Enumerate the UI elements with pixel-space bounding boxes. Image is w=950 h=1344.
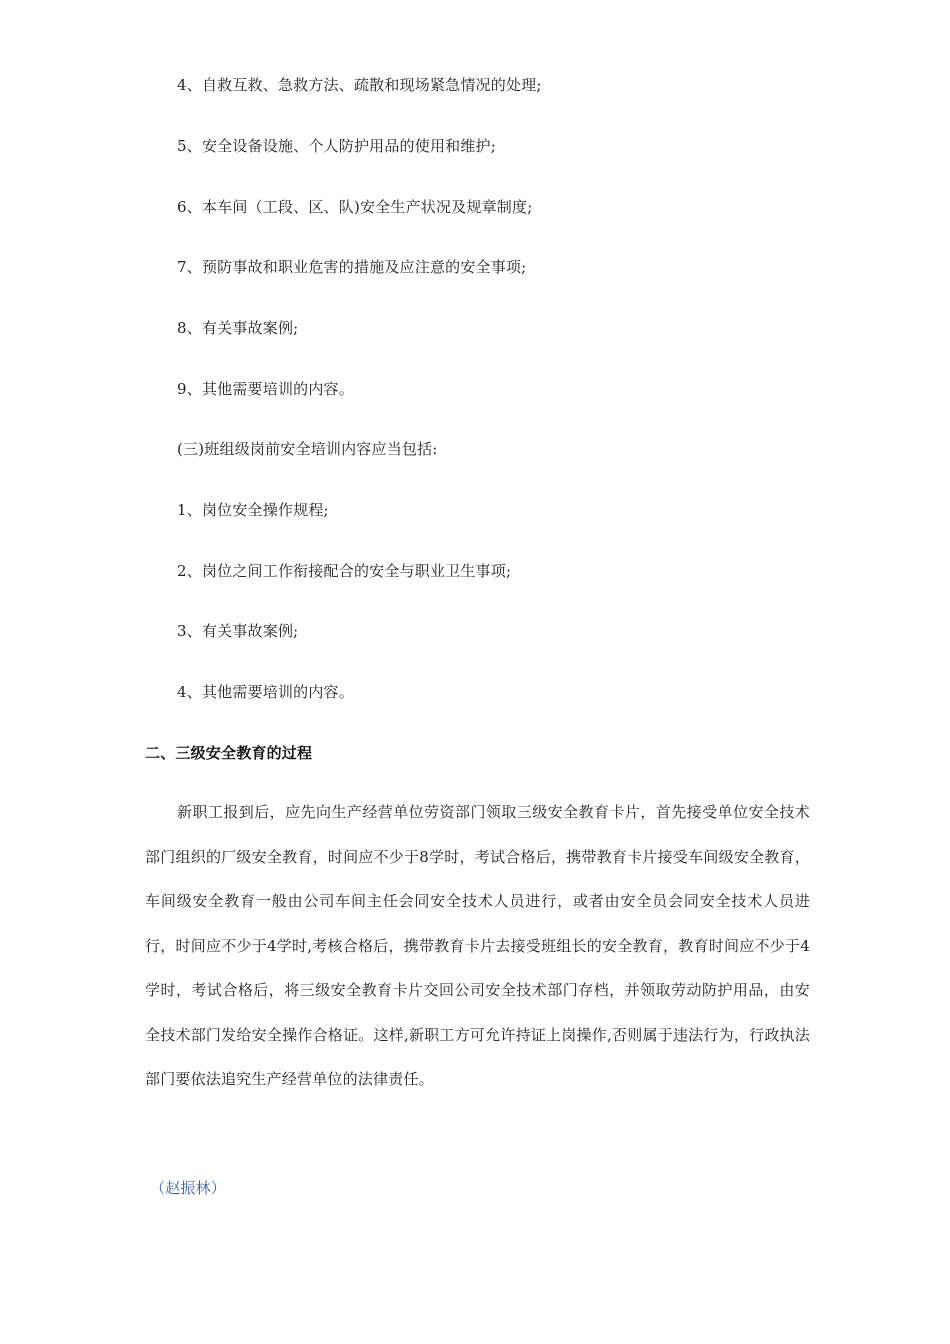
list-item: 3、有关事故案例; — [177, 622, 299, 640]
list-item: 4、自救互救、急救方法、疏散和现场紧急情况的处理; — [177, 76, 542, 94]
body-paragraph: 新职工报到后，应先向生产经营单位劳资部门领取三级安全教育卡片，首先接受单位安全技术部门组织的厂级安全教育，时间应不少于8学时，考试合格后，携带教育卡片接受车间级安全教育，车间级安全教育一般由公司车间主任会同安全技术人员进行，或者由安全员会同安全技术人员进行，时间应不少于4学时,考核合格后，携带教育卡片去接受班组长的安全教育，教育时间应不少于4学时，考试合格后，将三级安全教育卡片交回公司安全技术部门存档，并领取劳动防护用品，由安全技术部门发给安全操作合格证。这样,新职工方可允许持证上岗操作,否则属于违法行为，行政执法部门要依法追究生产经营单位的法律责任。 — [145, 803, 810, 1088]
list-item: 4、其他需要培训的内容。 — [177, 683, 354, 701]
list-item: 1、岗位安全操作规程; — [177, 501, 329, 519]
list-item: 6、本车间（工段、区、队)安全生产状况及规章制度; — [177, 198, 533, 216]
list-item: 8、有关事故案例; — [177, 319, 299, 337]
section-subtitle: (三)班组级岗前安全培训内容应当包括: — [177, 440, 438, 458]
author-link[interactable]: （赵振林） — [150, 1179, 227, 1197]
list-item: 5、安全设备设施、个人防护用品的使用和维护; — [177, 137, 496, 155]
list-item: 9、其他需要培训的内容。 — [177, 380, 354, 398]
list-item: 7、预防事故和职业危害的措施及应注意的安全事项; — [177, 258, 527, 276]
list-item: 2、岗位之间工作衔接配合的安全与职业卫生事项; — [177, 562, 512, 580]
section-heading: 二、三级安全教育的过程 — [145, 744, 313, 762]
